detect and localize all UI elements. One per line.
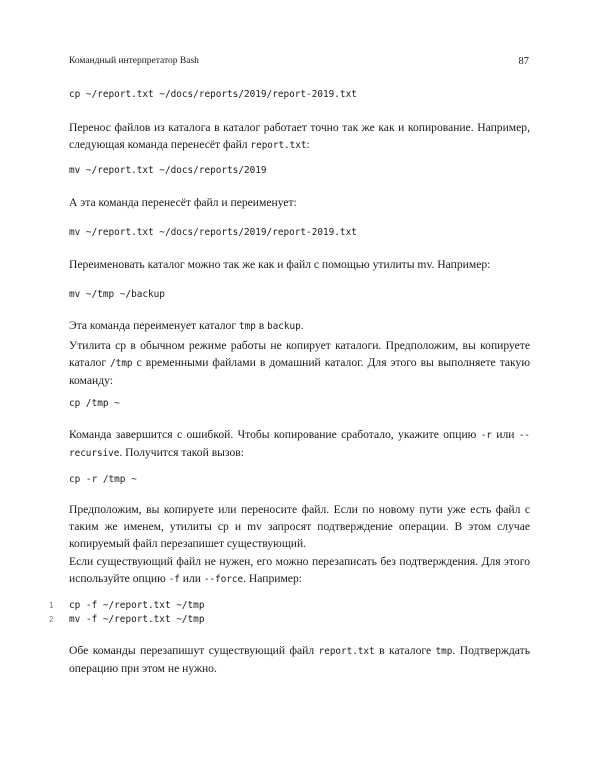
text-run: или	[179, 572, 204, 586]
inline-code: -f	[168, 574, 180, 586]
inline-code: --recursive	[69, 430, 531, 460]
text-run: . Получится такой вызов:	[119, 446, 244, 460]
inline-code: tmp	[435, 646, 453, 657]
code-block-copy-rename: cp ~/report.txt ~/docs/reports/2019/report-2019.txt	[69, 89, 357, 100]
inline-code: backup	[267, 321, 301, 332]
text-run: Если существующий файл не нужен, его можно перезаписать без подтверждения. Для этого используйте опцию	[69, 555, 530, 586]
text-run: Перенос файлов из каталога в каталог работает точно так же как и копирование. Например, следующая команда перенесёт файл	[69, 121, 530, 152]
code-line: mv -f ~/report.txt ~/tmp	[69, 614, 205, 625]
paragraph-conclusion	[69, 642, 530, 677]
paragraph-rename-dir: Переименовать каталог можно так же как и файл с помощью утилиты mv. Например:	[69, 258, 491, 271]
inline-code: tmp	[239, 321, 256, 332]
code-block-rename-dir: mv ~/tmp ~/backup	[69, 289, 165, 300]
inline-code: -r	[480, 430, 492, 441]
inline-code: report.txt	[318, 646, 375, 657]
paragraph-rename-explain	[69, 317, 530, 335]
text-run: :	[306, 138, 310, 152]
line-number: 2	[49, 615, 54, 624]
page-number: 87	[518, 56, 529, 67]
code-block-cp-tmp: cp /tmp ~	[69, 398, 120, 409]
inline-code: report.txt	[250, 140, 307, 152]
paragraph-cp-dirs	[69, 337, 530, 390]
paragraph-move-rename: А эта команда перенесёт файл и переименует:	[69, 196, 297, 209]
text-run: . Например:	[243, 572, 302, 586]
text-run: или	[491, 428, 519, 441]
code-block-move-rename: mv ~/report.txt ~/docs/reports/2019/report-2019.txt	[69, 227, 357, 238]
code-block-move: mv ~/report.txt ~/docs/reports/2019	[69, 165, 267, 176]
paragraph-overwrite: Предположим, вы копируете или переносите файл. Если по новому пути уже есть файл с таким же именем, утилиты cp и mv запросят подтверждение операции. В этом случае копируемый файл перезапишет существующий.	[69, 503, 530, 551]
text-run: Утилита cp в обычном режиме работы не копирует каталоги. Предположим, вы копируете каталог	[69, 339, 530, 370]
paragraph-force	[69, 553, 530, 588]
text-run: Эта команда переименует каталог	[69, 319, 240, 332]
header-title: Командный интерпретатор Bash	[69, 56, 199, 66]
inline-code: /tmp	[110, 358, 133, 370]
paragraph-recursive	[69, 426, 530, 462]
text-run: Команда завершится с ошибкой. Чтобы копирование сработало, укажите опцию	[69, 428, 481, 441]
text-run: . Подтверждать операцию при этом не нужно.	[69, 644, 530, 676]
text-run: в	[255, 319, 268, 332]
inline-code: --force	[203, 574, 244, 586]
paragraph-move-intro	[69, 119, 530, 154]
text-run: в каталоге	[374, 644, 436, 657]
text-run: .	[300, 319, 304, 332]
code-line: cp -f ~/report.txt ~/tmp	[69, 600, 205, 611]
text-run: с временными файлами в домашний каталог. Для этого вы выполняете такую команду:	[69, 356, 530, 388]
running-header	[69, 56, 529, 70]
line-number: 1	[49, 601, 54, 610]
text-run: Обе команды перезапишут существующий файл	[69, 644, 319, 657]
code-block-cp-recursive: cp -r /tmp ~	[69, 474, 137, 485]
